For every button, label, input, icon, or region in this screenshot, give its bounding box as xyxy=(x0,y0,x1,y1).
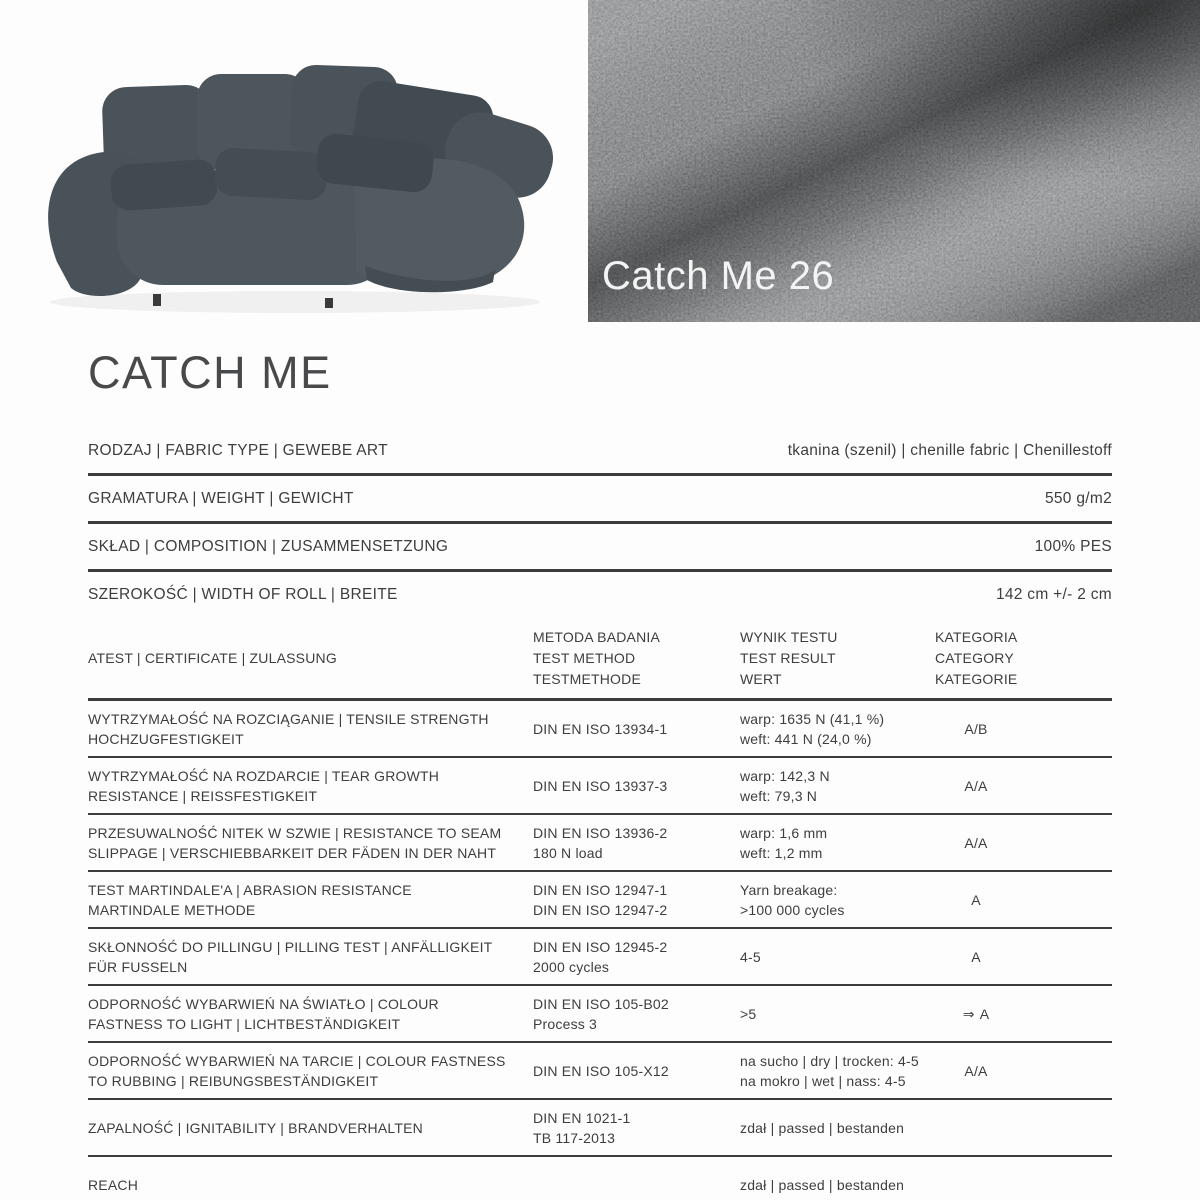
test-result: warp: 1,6 mm weft: 1,2 mm xyxy=(740,824,828,861)
spec-row-composition xyxy=(88,524,1112,572)
spec-label: GRAMATURA | WEIGHT | GEWICHT xyxy=(88,489,354,507)
test-category xyxy=(930,890,1022,910)
content-column xyxy=(88,347,1112,1200)
sofa-illustration xyxy=(25,30,570,315)
table-row-colour-fastness-rubbing xyxy=(88,1043,1112,1100)
table-row-colour-fastness-light xyxy=(88,986,1112,1043)
header-category: KATEGORIA CATEGORY KATEGORIE xyxy=(935,629,1018,687)
spec-value: tkanina (szenil) | chenille fabric | Chenillestoff xyxy=(787,441,1112,459)
spec-value: 142 cm +/- 2 cm xyxy=(995,585,1112,603)
test-method: DIN EN ISO 12945-2 2000 cycles xyxy=(533,938,668,975)
header-method: METODA BADANIA TEST METHOD TESTMETHODE xyxy=(533,629,661,687)
page-title: CATCH ME xyxy=(88,347,332,398)
category-value: A/A xyxy=(964,834,988,851)
test-table xyxy=(88,622,1112,1200)
spec-row-weight xyxy=(88,476,1112,524)
test-category xyxy=(930,947,1022,967)
test-name: WYTRZYMAŁOŚĆ NA ROZCIĄGANIE | TENSILE STRENGTH HOCHZUGFESTIGKEIT xyxy=(88,710,489,747)
header-certificate: ATEST | CERTIFICATE | ZULASSUNG xyxy=(88,650,337,666)
table-row-martindale xyxy=(88,872,1112,929)
test-category xyxy=(930,1004,1022,1024)
test-category xyxy=(930,1061,1022,1081)
test-method: DIN EN 1021-1 TB 117-2013 xyxy=(533,1109,631,1146)
fabric-name-label: Catch Me 26 xyxy=(602,254,835,298)
category-value: A xyxy=(971,891,981,908)
category-value: A/B xyxy=(964,720,988,737)
test-result: zdał | passed | bestanden xyxy=(740,1176,905,1193)
fabric-swatch-image xyxy=(588,0,1200,322)
spec-value: 100% PES xyxy=(1034,537,1112,555)
test-method: DIN EN ISO 105-B02 Process 3 xyxy=(533,995,669,1032)
test-name: ODPORNOŚĆ WYBARWIEŃ NA ŚWIATŁO | COLOUR FASTNESS TO LIGHT | LICHTBESTÄNDIGKEIT xyxy=(88,995,439,1032)
table-row-tensile-strength xyxy=(88,701,1112,758)
test-result: 4-5 xyxy=(740,948,761,965)
test-result: warp: 142,3 N weft: 79,3 N xyxy=(740,767,830,804)
test-result: warp: 1635 N (41,1 %) weft: 441 N (24,0 %) xyxy=(740,710,885,747)
test-method: DIN EN ISO 13934-1 xyxy=(533,720,668,737)
category-value: A xyxy=(971,948,981,965)
table-header-row xyxy=(88,622,1112,701)
test-method: DIN EN ISO 105-X12 xyxy=(533,1062,669,1079)
spec-value: 550 g/m2 xyxy=(1044,489,1112,507)
spec-list xyxy=(88,428,1112,617)
spec-row-fabric-type xyxy=(88,428,1112,476)
spec-label: RODZAJ | FABRIC TYPE | GEWEBE ART xyxy=(88,441,388,459)
spec-label: SKŁAD | COMPOSITION | ZUSAMMENSETZUNG xyxy=(88,537,449,555)
spec-row-width-of-roll xyxy=(88,572,1112,617)
test-name: ZAPALNOŚĆ | IGNITABILITY | BRANDVERHALTEN xyxy=(88,1119,423,1136)
test-name: PRZESUWALNOŚĆ NITEK W SZWIE | RESISTANCE TO SEAM SLIPPAGE | VERSCHIEBBARKEIT DER FÄDEN IN DER NAHT xyxy=(88,824,502,861)
table-row-tear-growth xyxy=(88,758,1112,815)
test-name: ODPORNOŚĆ WYBARWIEŃ NA TARCIE | COLOUR FASTNESS TO RUBBING | REIBUNGSBESTÄNDIGKEIT xyxy=(88,1052,506,1089)
header-result: WYNIK TESTU TEST RESULT WERT xyxy=(740,629,838,687)
table-row-ignitability xyxy=(88,1100,1112,1157)
sofa-image xyxy=(25,30,570,315)
test-category xyxy=(930,776,1022,796)
table-row-pilling xyxy=(88,929,1112,986)
category-value: A xyxy=(979,1005,990,1022)
category-value: A/A xyxy=(964,777,988,794)
table-row-seam-slippage xyxy=(88,815,1112,872)
double-arrow-icon: ⇒ xyxy=(962,1005,975,1022)
spec-label: SZEROKOŚĆ | WIDTH OF ROLL | BREITE xyxy=(88,585,398,603)
test-result: >5 xyxy=(740,1005,757,1022)
test-method: DIN EN ISO 12947-1 DIN EN ISO 12947-2 xyxy=(533,881,668,918)
test-name: TEST MARTINDALE'A | ABRASION RESISTANCE MARTINDALE METHODE xyxy=(88,881,412,918)
test-category xyxy=(930,833,1022,853)
test-result: na sucho | dry | trocken: 4-5 na mokro | wet | nass: 4-5 xyxy=(740,1052,919,1089)
test-method: DIN EN ISO 13936-2 180 N load xyxy=(533,824,668,861)
table-row-reach xyxy=(88,1157,1112,1200)
test-category xyxy=(930,719,1022,739)
test-method: DIN EN ISO 13937-3 xyxy=(533,777,668,794)
test-name: REACH xyxy=(88,1176,139,1193)
test-result: Yarn breakage: >100 000 cycles xyxy=(740,881,845,918)
test-name: WYTRZYMAŁOŚĆ NA ROZDARCIE | TEAR GROWTH RESISTANCE | REISSFESTIGKEIT xyxy=(88,767,440,804)
category-value: A/A xyxy=(964,1062,988,1079)
test-name: SKŁONNOŚĆ DO PILLINGU | PILLING TEST | ANFÄLLIGKEIT FÜR FUSSELN xyxy=(88,938,493,975)
test-result: zdał | passed | bestanden xyxy=(740,1119,905,1136)
